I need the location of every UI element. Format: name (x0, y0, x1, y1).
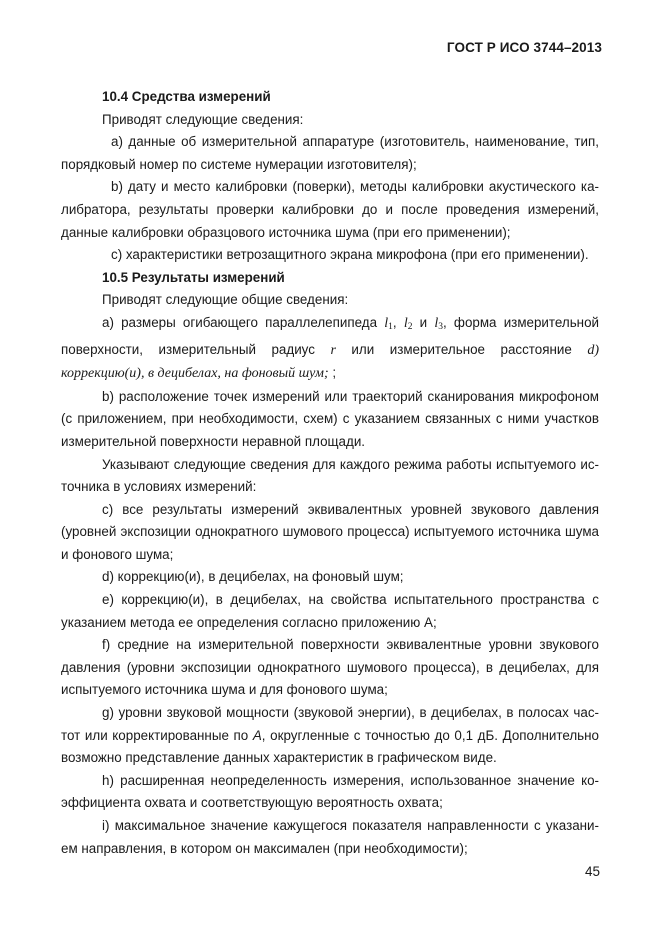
section-10-5-item-a (61, 312, 599, 386)
l2-subscript: 2 (407, 321, 413, 332)
section-10-4-item-a: а) данные об измерительной аппаратуре (изготовитель, наименование, тип, порядковый номер по системе нумерации изготовителя); (61, 134, 599, 172)
section-10-5-heading: 10.5 Результаты измерений (102, 269, 285, 285)
section-10-5-item-c: c) все результаты измерений эквивалентных уровней звукового давления (уровней экспозиции однократного шумового процесса) испытуемого источника шума и фонового шума; (61, 501, 599, 562)
dimension-l3 (434, 316, 443, 331)
and-conjunction: и (412, 314, 435, 330)
l3-symbol: l (434, 315, 439, 331)
item-a-text-end: ; (328, 365, 337, 381)
section-10-5-item-i: i) максимальное значение кажущегося показателя направленности с указани-ем направления, в котором он максимален (при необходимости); (61, 818, 599, 856)
section-10-4-intro: Приводят следующие сведения: (102, 111, 304, 127)
l1-symbol: l (384, 315, 389, 331)
section-10-5-item-b: b) расположение точек измерений или траекторий сканирования микрофоном (с приложением, при необходимости, схем) с указанием связанных с ними участков измерительной поверхности неравной площади. (61, 388, 599, 449)
section-10-4-item-b: b) дату и место калибровки (поверки), методы калибровки акустического ка-либратора, результаты проверки калибровки до и после проведения измерений, данные калибровки образцового источника шума (при его применении); (61, 179, 599, 240)
page-body (61, 86, 599, 860)
document-code: ГОСТ Р ИСО 3744–2013 (446, 40, 602, 55)
distance-d: d) коррекцию(и), в децибелах, на фоновый шум; (61, 342, 599, 382)
item-a-text-mid2: или измерительное расстояние (335, 341, 588, 357)
section-10-5-item-g (61, 702, 599, 770)
item-g-text-start: g) уровни звуковой мощности (звуковой энергии), в децибелах, в полосах час-тот или корректированные по (61, 705, 599, 743)
section-10-4-heading: 10.4 Средства измерений (102, 89, 271, 104)
section-10-4-item-c: c) характеристики ветрозащитного экрана микрофона (при его применении). (111, 247, 589, 263)
item-a-text-start: a) размеры огибающего параллелепипеда (102, 314, 385, 330)
page-number: 45 (584, 864, 600, 879)
section-10-5-item-e: e) коррекцию(и), в децибелах, на свойства испытательного пространства с указанием метода ее определения согласно приложению А; (61, 592, 599, 630)
item-g-text-end: , округленные с точностью до 0,1 дБ. Дополнительно возможно представление данных характеристик в графическом виде. (61, 727, 600, 766)
radius-r: r (330, 342, 336, 358)
l2-symbol: l (403, 315, 408, 331)
section-10-5-item-f: f) средние на измерительной поверхности эквивалентные уровни звукового давления (уровни экспозиции однократного шумового процесса), в децибелах, для испытуемого источника шума и для фонового шума; (61, 637, 599, 698)
item-a-text-mid: , форма измерительной поверхности, измерительный радиус (61, 314, 599, 357)
section-10-5-modes-intro: Указывают следующие сведения для каждого режима работы испытуемого ис-точника в условиях измерений: (61, 456, 599, 495)
section-10-5-intro: Приводят следующие общие сведения: (102, 292, 349, 308)
weighting-a: А (252, 727, 262, 743)
section-10-5-item-h: h) расширенная неопределенность измерения, использованное значение ко-эффициента охвата и соответствующую вероятность охвата; (61, 772, 599, 811)
comma-separator: , (392, 314, 404, 330)
l3-subscript: 3 (438, 321, 443, 332)
section-10-5-item-d: d) коррекцию(и), в децибелах, на фоновый шум; (102, 569, 404, 585)
dimension-l1 (384, 316, 393, 331)
l1-subscript: 1 (388, 321, 393, 332)
